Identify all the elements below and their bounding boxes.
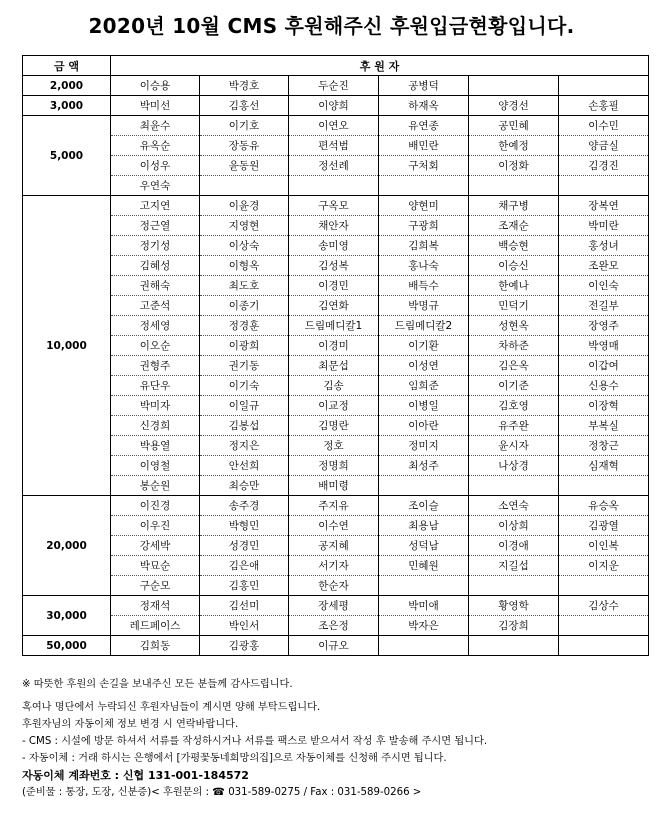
donor-name-cell: 최문섭 [289,356,379,376]
donor-name-cell: 조재순 [469,216,559,236]
donor-name-cell: 유옥순 [111,136,200,156]
donor-name-cell: 이인복 [559,536,649,556]
donor-name-cell: 전길부 [559,296,649,316]
donor-name-cell [379,576,469,596]
donor-name-cell: 정기성 [111,236,200,256]
table-row [23,416,649,436]
table-row [23,436,649,456]
donor-name-cell: 정명희 [289,456,379,476]
table-row [23,196,649,216]
donor-name-cell: 정호 [289,436,379,456]
donor-name-cell: 정지은 [200,436,289,456]
donor-name-cell: 서기자 [289,556,379,576]
donor-name-cell: 김연화 [289,296,379,316]
donor-name-cell: 드림메디칼2 [379,316,469,336]
donor-name-cell: 권해숙 [111,276,200,296]
page-title: 2020년 10월 CMS 후원해주신 후원입금현황입니다. [88,14,575,38]
donor-name-cell: 김선미 [200,596,289,616]
table-row [23,76,649,96]
donor-name-cell: 유연종 [379,116,469,136]
donor-name-cell [469,476,559,496]
table-row [23,296,649,316]
donor-name-cell: 고지연 [111,196,200,216]
donor-name-cell: 이경미 [289,336,379,356]
donor-name-cell: 주지유 [289,496,379,516]
donor-name-cell: 구옥모 [289,196,379,216]
donor-name-cell: 이경애 [469,536,559,556]
amount-header: 금 액 [23,56,111,76]
table-row [23,476,649,496]
donor-name-cell: 김경진 [559,156,649,176]
donor-name-cell: 김광홍 [200,636,289,656]
donor-name-cell [469,576,559,596]
table-row [23,376,649,396]
notes-section [22,676,652,801]
donor-name-cell: 이윤경 [200,196,289,216]
donor-name-cell [559,176,649,196]
donor-name-cell: 백승현 [469,236,559,256]
donor-name-cell [379,636,469,656]
donor-name-cell: 신용수 [559,376,649,396]
donor-name-cell: 구순모 [111,576,200,596]
donor-name-cell: 이수민 [559,116,649,136]
donor-name-cell: 이경민 [289,276,379,296]
donor-name-cell: 구광희 [379,216,469,236]
donor-name-cell: 이인숙 [559,276,649,296]
donor-name-cell: 이지운 [559,556,649,576]
donor-name-cell: 장동유 [200,136,289,156]
donor-name-cell: 장복연 [559,196,649,216]
donor-name-cell: 이기호 [200,116,289,136]
donor-name-cell: 박미란 [559,216,649,236]
thanks-note: ※ 따뜻한 후원의 손길을 보내주신 모든 분들께 감사드립니다. [22,679,293,690]
donors-header: 후 원 자 [111,56,649,76]
donor-table [22,55,649,656]
donor-name-cell: 배득수 [379,276,469,296]
donor-name-cell: 박자은 [379,616,469,636]
donor-name-cell: 민혜원 [379,556,469,576]
donor-name-cell: 송주경 [200,496,289,516]
donor-name-cell: 레드페이스 [111,616,200,636]
donor-name-cell: 정세영 [111,316,200,336]
donor-name-cell: 이영철 [111,456,200,476]
donor-name-cell: 박미자 [111,396,200,416]
donor-name-cell [559,636,649,656]
donor-name-cell: 박인서 [200,616,289,636]
donor-name-cell: 이오순 [111,336,200,356]
donor-name-cell: 이교정 [289,396,379,416]
donor-name-cell: 최성주 [379,456,469,476]
donor-name-cell: 조이슬 [379,496,469,516]
table-header-row [23,56,649,76]
table-row [23,336,649,356]
donor-name-cell: 채구병 [469,196,559,216]
table-row [23,136,649,156]
table-row [23,516,649,536]
donor-name-cell: 이양희 [289,96,379,116]
donor-name-cell: 민덕기 [469,296,559,316]
donor-name-cell: 소연숙 [469,496,559,516]
omission-note: 혹여나 명단에서 누락되신 후원자님들이 계시면 양해 부탁드립니다. [22,702,321,713]
donor-name-cell: 김희동 [111,636,200,656]
donor-name-cell [559,76,649,96]
amount-cell: 20,000 [23,496,111,596]
amount-cell: 2,000 [23,76,111,96]
donor-name-cell: 한예정 [469,136,559,156]
donor-name-cell: 정창근 [559,436,649,456]
table-row [23,456,649,476]
donor-name-cell [559,576,649,596]
table-row [23,496,649,516]
donor-name-cell: 배민란 [379,136,469,156]
donor-name-cell: 이진경 [111,496,200,516]
table-row [23,616,649,636]
donor-name-cell: 이갑여 [559,356,649,376]
table-row [23,316,649,336]
donor-name-cell: 황영학 [469,596,559,616]
donor-name-cell: 최용남 [379,516,469,536]
table-row [23,96,649,116]
table-row [23,556,649,576]
donor-name-cell: 김송 [289,376,379,396]
donor-name-cell [559,616,649,636]
donor-name-cell: 박명규 [379,296,469,316]
donor-name-cell: 이연오 [289,116,379,136]
donor-name-cell: 이상숙 [200,236,289,256]
donor-name-cell: 성덕남 [379,536,469,556]
donor-name-cell: 이아란 [379,416,469,436]
donor-name-cell: 차하준 [469,336,559,356]
donor-name-cell: 하재옥 [379,96,469,116]
donor-name-cell: 김성복 [289,256,379,276]
donor-name-cell: 유단우 [111,376,200,396]
donor-name-cell: 이장혁 [559,396,649,416]
donor-name-cell: 드림메디칼1 [289,316,379,336]
amount-cell: 30,000 [23,596,111,636]
donor-name-cell: 이규오 [289,636,379,656]
donor-name-cell: 공병덕 [379,76,469,96]
donor-name-cell: 장세평 [289,596,379,616]
donor-name-cell: 배미령 [289,476,379,496]
donor-name-cell: 홍나숙 [379,256,469,276]
amount-cell: 50,000 [23,636,111,656]
table-row [23,356,649,376]
account-number: 자동이체 계좌번호 : 신협 131-001-184572 [22,769,249,782]
amount-cell: 5,000 [23,116,111,196]
donor-name-cell: 김광열 [559,516,649,536]
donor-name-cell: 정재석 [111,596,200,616]
donor-name-cell [469,76,559,96]
donor-name-cell: 이일규 [200,396,289,416]
donor-name-cell: 장영주 [559,316,649,336]
donor-name-cell: 김홍선 [200,96,289,116]
donor-table-body [23,76,649,656]
donor-name-cell: 김장희 [469,616,559,636]
table-row [23,256,649,276]
donor-name-cell [200,176,289,196]
donor-name-cell: 우연숙 [111,176,200,196]
donor-name-cell: 이병일 [379,396,469,416]
contact-note: 후원자님의 자동이체 정보 변경 시 연락바랍니다. [22,719,239,730]
donor-name-cell: 권기동 [200,356,289,376]
donor-name-cell: 이광희 [200,336,289,356]
donor-name-cell: 권형주 [111,356,200,376]
donor-name-cell: 양금실 [559,136,649,156]
donor-name-cell: 박영매 [559,336,649,356]
donor-name-cell: 채안자 [289,216,379,236]
table-row [23,536,649,556]
donor-name-cell: 임희준 [379,376,469,396]
donor-name-cell [469,636,559,656]
donor-name-cell: 양현미 [379,196,469,216]
cms-note: - CMS : 시설에 방문 하셔서 서류를 작성하시거나 서류를 팩스로 받으셔서 작성 후 발송해 주시면 됩니다. [22,736,488,747]
donor-name-cell [379,176,469,196]
donor-name-cell: 박경호 [200,76,289,96]
donor-name-cell: 김혜성 [111,256,200,276]
donor-name-cell: 이종기 [200,296,289,316]
donor-name-cell: 공민혜 [469,116,559,136]
donor-name-cell [379,476,469,496]
donor-name-cell: 봉순원 [111,476,200,496]
donor-name-cell: 이승신 [469,256,559,276]
donor-name-cell: 성경민 [200,536,289,556]
donor-name-cell: 지영현 [200,216,289,236]
donor-name-cell: 편석범 [289,136,379,156]
table-row [23,236,649,256]
donor-name-cell: 박용열 [111,436,200,456]
donor-name-cell: 유주완 [469,416,559,436]
donor-name-cell: 한순자 [289,576,379,596]
donor-name-cell: 이수연 [289,516,379,536]
donor-name-cell: 김호영 [469,396,559,416]
donor-name-cell: 나상경 [469,456,559,476]
table-row [23,396,649,416]
donor-name-cell: 공지혜 [289,536,379,556]
donor-name-cell: 고준석 [111,296,200,316]
donor-name-cell: 김상수 [559,596,649,616]
donor-name-cell: 강세박 [111,536,200,556]
donor-name-cell: 윤동원 [200,156,289,176]
donor-name-cell: 송미영 [289,236,379,256]
inquiry-footer: (준비물 : 통장, 도장, 신분증)< 후원문의 : ☎ 031-589-0275 / Fax : 031-589-0266 > [22,787,422,798]
amount-cell: 3,000 [23,96,111,116]
donor-name-cell: 박묘순 [111,556,200,576]
donor-name-cell: 이성우 [111,156,200,176]
donor-name-cell: 이기준 [469,376,559,396]
amount-cell: 10,000 [23,196,111,496]
table-row [23,596,649,616]
donor-name-cell: 정경훈 [200,316,289,336]
donor-name-cell [469,176,559,196]
donor-name-cell: 정근열 [111,216,200,236]
donor-name-cell: 김은옥 [469,356,559,376]
donor-name-cell: 김봉섭 [200,416,289,436]
donor-name-cell: 최윤수 [111,116,200,136]
donor-name-cell: 최승만 [200,476,289,496]
donor-name-cell: 김은애 [200,556,289,576]
donor-name-cell: 김희복 [379,236,469,256]
auto-transfer-note: - 자동이체 : 거래 하시는 은행에서 [가평꽃동네희망의집]으로 자동이체를 신청해 주시면 됩니다. [22,753,447,764]
donor-name-cell: 성현옥 [469,316,559,336]
table-row [23,176,649,196]
donor-name-cell: 이우진 [111,516,200,536]
donor-name-cell: 두순진 [289,76,379,96]
donor-name-cell: 이기환 [379,336,469,356]
donor-name-cell: 박미선 [111,96,200,116]
table-row [23,576,649,596]
donor-name-cell: 조완모 [559,256,649,276]
donor-name-cell: 양경선 [469,96,559,116]
donor-name-cell: 지길섭 [469,556,559,576]
table-row [23,216,649,236]
donor-name-cell: 정미지 [379,436,469,456]
donor-name-cell: 김홍민 [200,576,289,596]
donor-name-cell: 조은정 [289,616,379,636]
donor-name-cell: 한예나 [469,276,559,296]
donor-name-cell: 최도호 [200,276,289,296]
donor-name-cell: 손홍필 [559,96,649,116]
table-row [23,116,649,136]
donor-name-cell [289,176,379,196]
donor-name-cell: 김명란 [289,416,379,436]
table-row [23,276,649,296]
donor-name-cell: 신경희 [111,416,200,436]
donor-name-cell: 박미애 [379,596,469,616]
table-row [23,156,649,176]
table-row [23,636,649,656]
donor-name-cell: 부복실 [559,416,649,436]
donor-name-cell: 이기숙 [200,376,289,396]
donor-name-cell: 이상희 [469,516,559,536]
donor-name-cell: 이성연 [379,356,469,376]
donor-name-cell [559,476,649,496]
donor-name-cell: 심재혁 [559,456,649,476]
donor-name-cell: 유승옥 [559,496,649,516]
donor-name-cell: 윤시자 [469,436,559,456]
donor-name-cell: 안선희 [200,456,289,476]
donor-name-cell: 정선례 [289,156,379,176]
donor-name-cell: 이승용 [111,76,200,96]
donor-name-cell: 이정화 [469,156,559,176]
donor-name-cell: 이형옥 [200,256,289,276]
donor-name-cell: 구처회 [379,156,469,176]
donor-name-cell: 박형민 [200,516,289,536]
donor-name-cell: 홍성녀 [559,236,649,256]
